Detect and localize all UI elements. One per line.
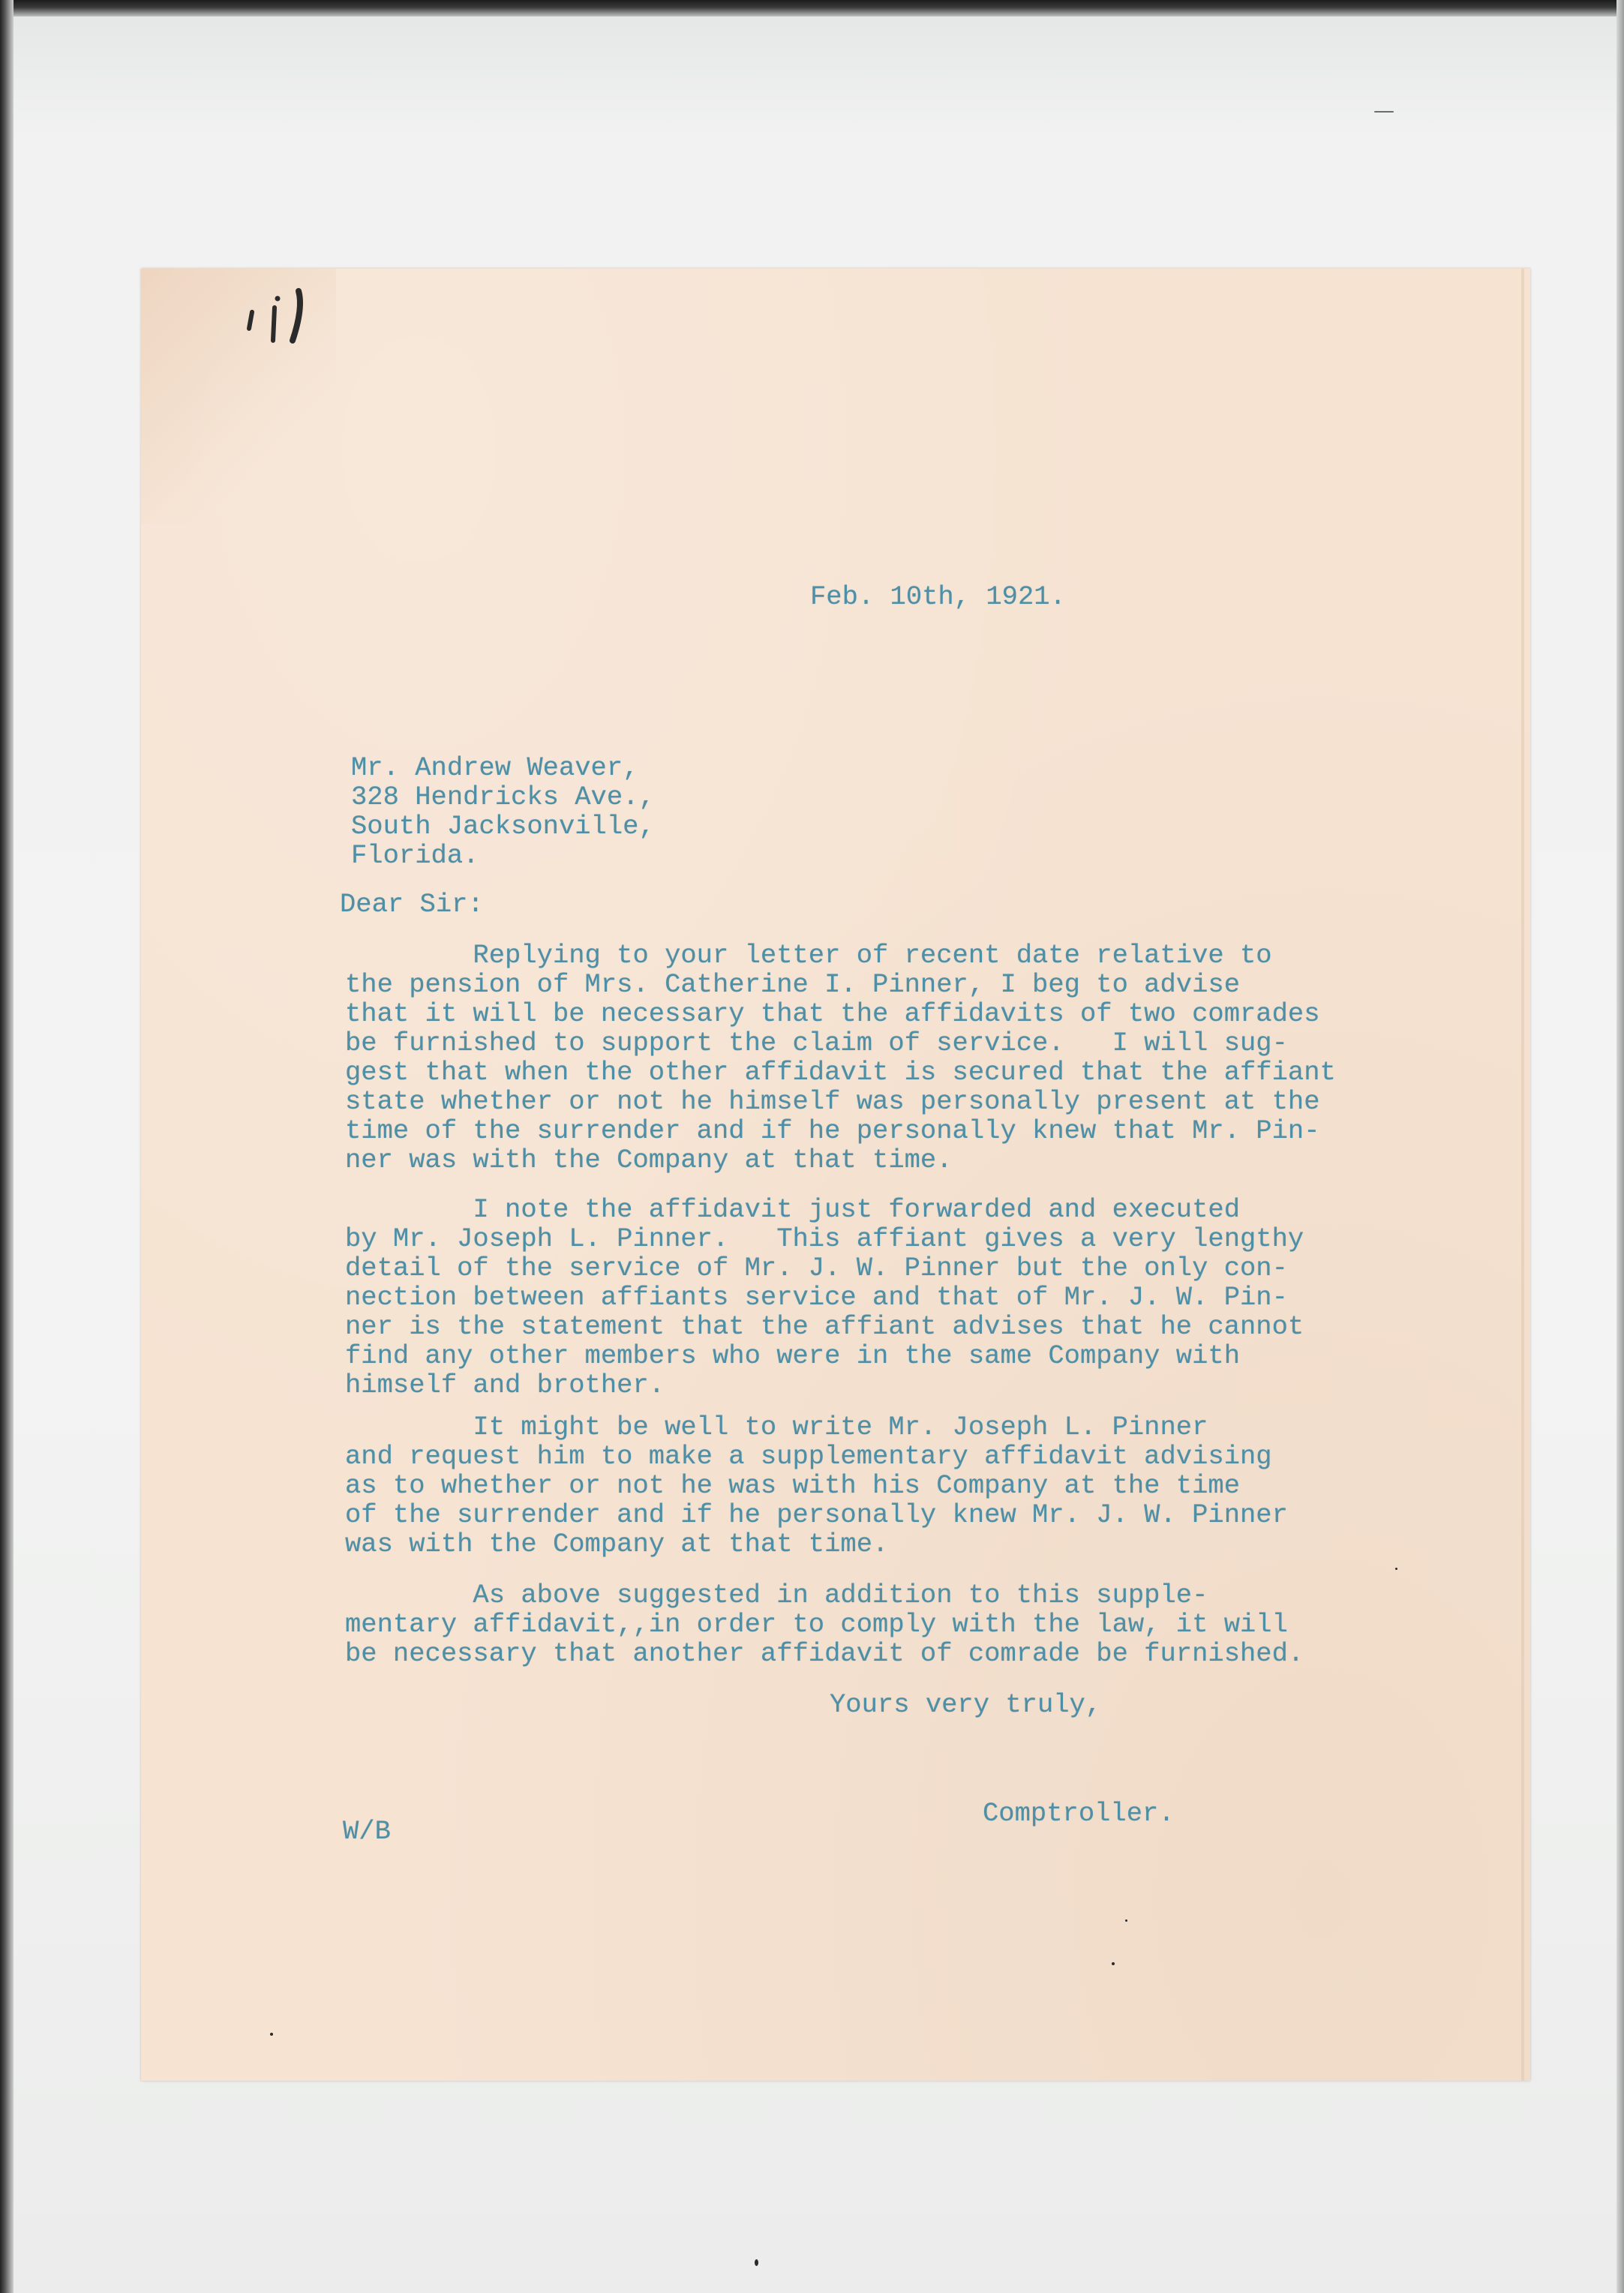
text-line: the pension of Mrs. Catherine I. Pinner, I beg to advise <box>345 969 1240 1000</box>
address-line: Florida. <box>351 840 479 871</box>
text-line: I note the affidavit just forwarded and executed <box>345 1194 1240 1225</box>
paper-right-crease <box>1521 269 1524 2081</box>
address-line: Mr. Andrew Weaver, <box>351 752 639 783</box>
text-line: time of the surrender and if he personally knew that Mr. Pin- <box>345 1115 1320 1146</box>
letter-date: Feb. 10th, 1921. <box>810 581 1066 612</box>
text-line: ner was with the Company at that time. <box>345 1145 953 1175</box>
body-paragraph-4 <box>345 1580 1304 1668</box>
address-line: 328 Hendricks Ave., <box>351 782 655 812</box>
text-line: was with the Company at that time. <box>345 1529 889 1559</box>
text-line: that it will be necessary that the affidavits of two comrades <box>345 998 1320 1029</box>
typist-initials: W/B <box>343 1816 391 1847</box>
text-line: gest that when the other affidavit is secured that the affiant <box>345 1057 1336 1088</box>
body-paragraph-2 <box>345 1195 1304 1400</box>
text-line: mentary affidavit,,in order to comply with the law, it will <box>345 1609 1288 1640</box>
handwritten-ink-mark <box>239 269 374 351</box>
body-paragraph-1 <box>345 941 1336 1175</box>
scan-left-edge <box>0 0 14 2293</box>
text-line: ner is the statement that the affiant advises that he cannot <box>345 1311 1304 1342</box>
text-line: As above suggested in addition to this supple- <box>345 1580 1208 1610</box>
text-line: be furnished to support the claim of service. I will sug- <box>345 1028 1288 1058</box>
recipient-address <box>351 753 655 870</box>
signature-title: Comptroller. <box>983 1798 1175 1829</box>
scan-top-edge <box>0 0 1624 17</box>
text-line: by Mr. Joseph L. Pinner. This affiant gives a very lengthy <box>345 1223 1304 1254</box>
text-line: nection between affiants service and that of Mr. J. W. Pin- <box>345 1282 1288 1313</box>
text-line: It might be well to write Mr. Joseph L. Pinner <box>345 1412 1208 1442</box>
scan-right-edge <box>1616 0 1624 2293</box>
address-line: South Jacksonville, <box>351 811 655 842</box>
text-line: as to whether or not he was with his Company at the time <box>345 1470 1240 1501</box>
text-line: be necessary that another affidavit of comrade be furnished. <box>345 1638 1304 1669</box>
text-line: state whether or not he himself was personally present at the <box>345 1086 1320 1117</box>
closing: Yours very truly, <box>830 1689 1102 1720</box>
dust-speck <box>270 2033 273 2036</box>
text-line: detail of the service of Mr. J. W. Pinner but the only con- <box>345 1253 1288 1283</box>
dust-speck <box>1395 1568 1397 1570</box>
text-line: find any other members who were in the same Company with <box>345 1340 1240 1371</box>
salutation: Dear Sir: <box>340 889 484 920</box>
dust-speck <box>755 2259 758 2266</box>
dust-speck <box>1125 1919 1127 1922</box>
text-line: Replying to your letter of recent date relative to <box>345 940 1272 971</box>
text-line: of the surrender and if he personally knew Mr. J. W. Pinner <box>345 1499 1288 1530</box>
text-line: himself and brother. <box>345 1370 665 1400</box>
text-line: and request him to make a supplementary affidavit advising <box>345 1441 1272 1472</box>
dust-speck <box>1374 111 1394 113</box>
body-paragraph-3 <box>345 1412 1288 1559</box>
dust-speck <box>1112 1962 1115 1965</box>
